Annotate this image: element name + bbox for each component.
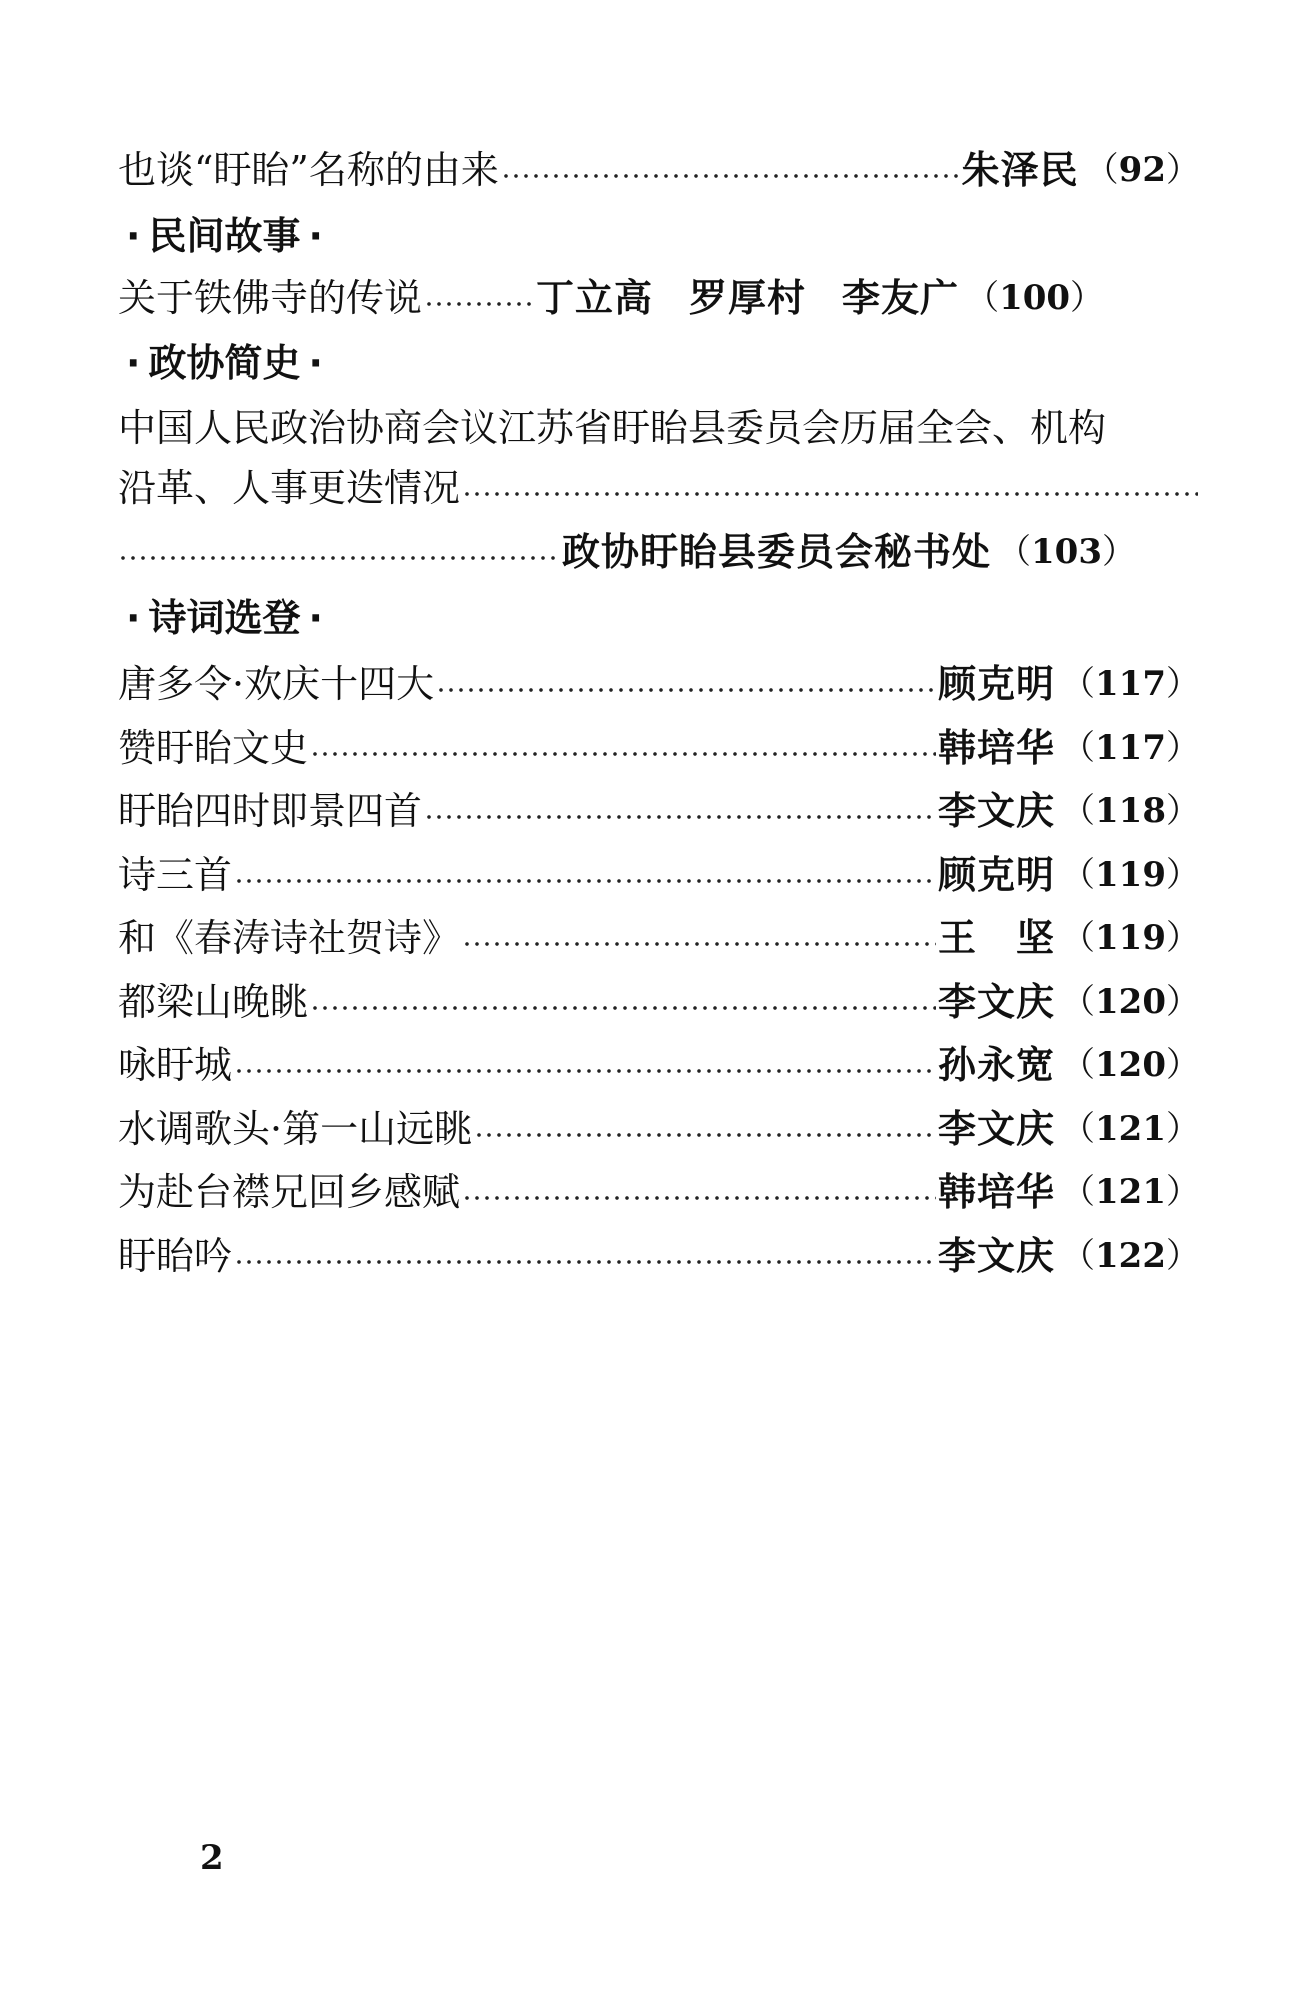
entry-title-line-2-row: [118, 456, 1200, 520]
entry-author: 王 坚: [938, 915, 1056, 960]
entry-page: （119）: [1061, 918, 1200, 958]
toc-entry: [118, 779, 1200, 843]
toc-entry: [118, 906, 1200, 970]
entry-page: （117）: [1061, 664, 1200, 704]
entry-author-3: 李友广: [842, 275, 960, 320]
entry-page: （100）: [965, 278, 1105, 318]
leader-dots: [501, 173, 960, 179]
entry-author: 政协盱眙县委员会秘书处: [562, 529, 992, 574]
entry-title: 都梁山晚眺: [118, 979, 309, 1024]
leader-dots: [234, 1068, 936, 1074]
toc-entry: [118, 1224, 1200, 1288]
entry-page: （121）: [1061, 1172, 1200, 1212]
leader-dots: [310, 751, 936, 757]
leader-dots: [474, 1132, 936, 1138]
entry-page: （117）: [1061, 727, 1200, 768]
entry-author-1: 丁立高: [536, 275, 654, 320]
toc-entry: [118, 1097, 1200, 1161]
entry-author: 顾克明: [938, 851, 1056, 897]
leader-dots: [462, 941, 936, 947]
entry-page: （118）: [1061, 791, 1200, 831]
entry-author: 顾克明: [938, 661, 1056, 706]
toc-entry: [118, 716, 1200, 780]
entry-page: （120）: [1061, 1045, 1200, 1085]
section-heading-cppcc: · 政协简史 ·: [126, 341, 323, 385]
leader-dots: [424, 301, 534, 307]
leader-dots: [118, 555, 558, 561]
leader-dots: [234, 878, 936, 884]
section-heading-poetry: · 诗词选登 ·: [126, 596, 323, 640]
entry-author: 孙永宽: [938, 1042, 1056, 1087]
entry-page: （119）: [1061, 854, 1200, 895]
entry-author: 李文庆: [938, 788, 1056, 833]
toc-entry: [118, 970, 1200, 1034]
toc-entry: [118, 266, 1200, 330]
leader-dots: [436, 687, 936, 693]
entry-author: 李文庆: [938, 978, 1056, 1024]
entry-title: 盱眙吟: [118, 1233, 233, 1278]
entry-page: （103）: [997, 532, 1136, 572]
leader-dots: [462, 1195, 936, 1201]
entry-author: 朱泽民: [961, 147, 1079, 192]
entry-title: 关于铁佛寺的传说: [118, 276, 423, 320]
toc-entry: [118, 652, 1200, 716]
entry-author: 韩培华: [938, 724, 1056, 770]
entry-page: （92）: [1084, 150, 1200, 190]
entry-title-line-2: 沿革、人事更迭情况: [118, 466, 461, 510]
leader-dots: [462, 491, 1198, 497]
entry-title: 诗三首: [118, 852, 233, 897]
entry-author: 李文庆: [938, 1105, 1056, 1151]
entry-author: 李文庆: [938, 1232, 1056, 1278]
entry-title: 水调歌头·第一山远眺: [118, 1106, 473, 1151]
entry-title: 也谈“盱眙”名称的由来: [118, 148, 499, 192]
entry-page: （121）: [1061, 1108, 1200, 1149]
toc-entry: [118, 1160, 1200, 1224]
entry-page: （120）: [1061, 981, 1200, 1022]
leader-dots: [234, 1259, 936, 1265]
entry-title-line-1: 中国人民政治协商会议江苏省盱眙县委员会历届全会、机构: [118, 406, 1107, 450]
entry-title: 为赴台襟兄回乡感赋: [118, 1170, 461, 1214]
entry-title: 咏盱城: [118, 1043, 233, 1087]
toc-entry: [118, 1033, 1200, 1097]
leader-dots: [424, 814, 936, 820]
entry-title: 盱眙四时即景四首: [118, 789, 423, 833]
toc-entry: [118, 520, 1200, 584]
entry-page: （122）: [1061, 1235, 1200, 1276]
toc-entry: [118, 138, 1200, 202]
entry-title: 和《春涛诗社贺诗》: [118, 916, 461, 960]
page-number: 2: [200, 1838, 224, 1878]
entry-author-2: 罗厚村: [689, 275, 807, 320]
leader-dots: [310, 1005, 936, 1011]
entry-title: 赞盱眙文史: [118, 725, 309, 770]
entry-author: 韩培华: [938, 1169, 1056, 1214]
entry-title: 唐多令·欢庆十四大: [118, 662, 435, 706]
section-heading-folk: · 民间故事 ·: [126, 214, 323, 258]
toc-entry: [118, 843, 1200, 907]
